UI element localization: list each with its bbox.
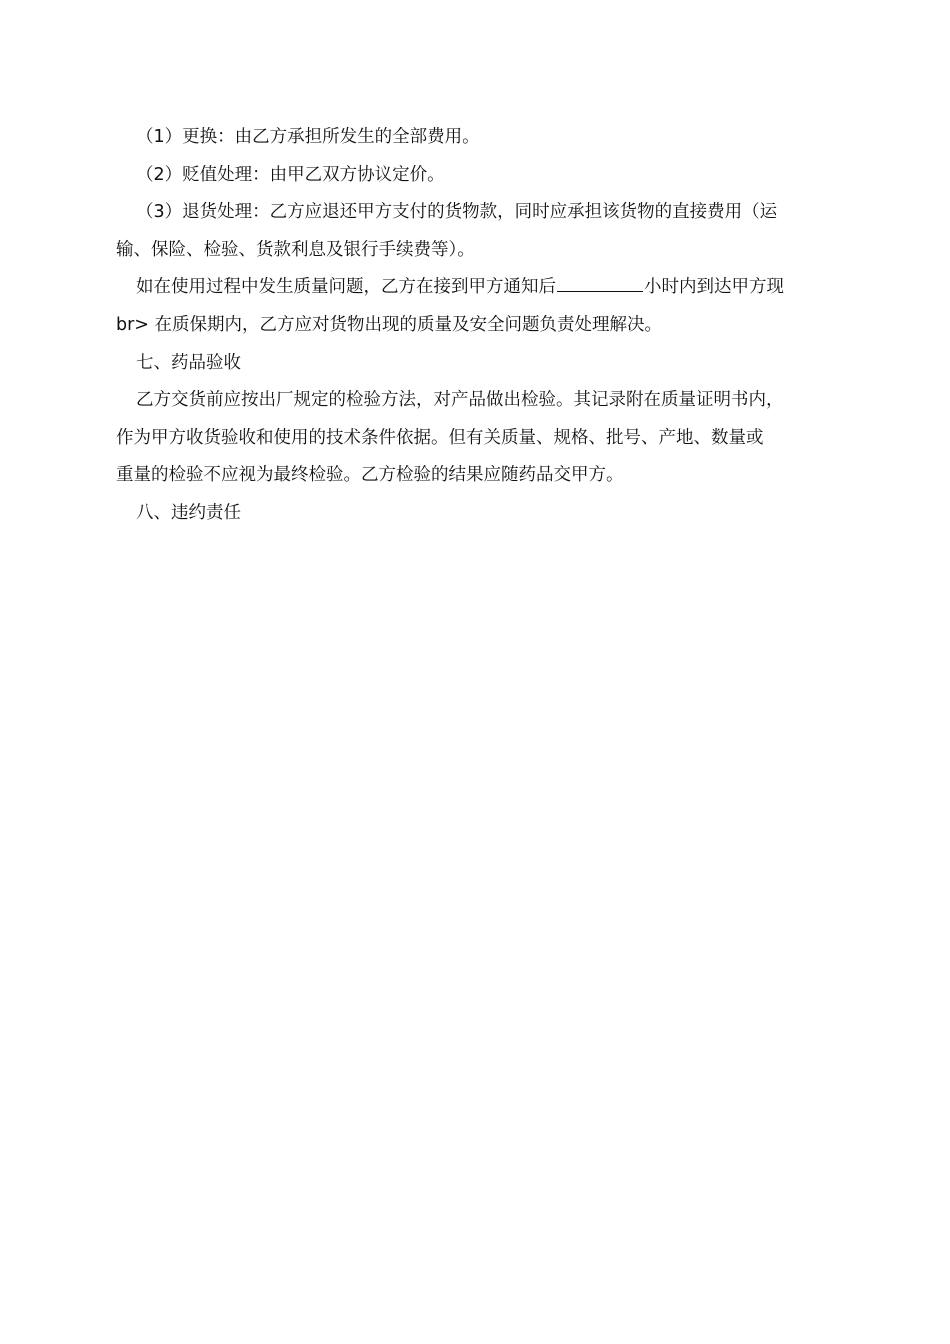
item-return-line-2: 输、保险、检验、货款利息及银行手续费等）。 <box>116 239 475 260</box>
item-replace: （1）更换：由乙方承担所发生的全部费用。 <box>136 127 480 147</box>
section-7-line-1: 乙方交货前应按出厂规定的检验方法，对产品做出检验。其记录附在质量证明书内， <box>136 390 784 411</box>
document-body <box>116 119 838 533</box>
section-8-heading: 八、违约责任 <box>136 502 241 523</box>
quality-issue-text-2: 小时内到达甲方现 <box>644 277 784 298</box>
item-return-line-1: （3）退货处理：乙方应退还甲方支付的货物款，同时应承担该货物的直接费用（运 <box>136 202 778 223</box>
section-7-line-3: 重量的检验不应视为最终检验。乙方检验的结果应随药品交甲方。 <box>116 465 624 486</box>
fill-in-blank-hours[interactable] <box>557 273 643 292</box>
section-7-line-2: 作为甲方收货验收和使用的技术条件依据。但有关质量、规格、批号、产地、数量或 <box>116 427 764 448</box>
quality-issue-text-1: 如在使用过程中发生质量问题，乙方在接到甲方通知后 <box>136 277 556 298</box>
quality-issue-line-2: br> 在质保期内，乙方应对货物出现的质量及安全问题负责处理解决。 <box>116 314 663 335</box>
section-7-heading: 七、药品验收 <box>136 352 241 373</box>
item-depreciation: （2）贬值处理：由甲乙双方协议定价。 <box>136 164 445 185</box>
quality-issue-line-1 <box>116 269 838 307</box>
